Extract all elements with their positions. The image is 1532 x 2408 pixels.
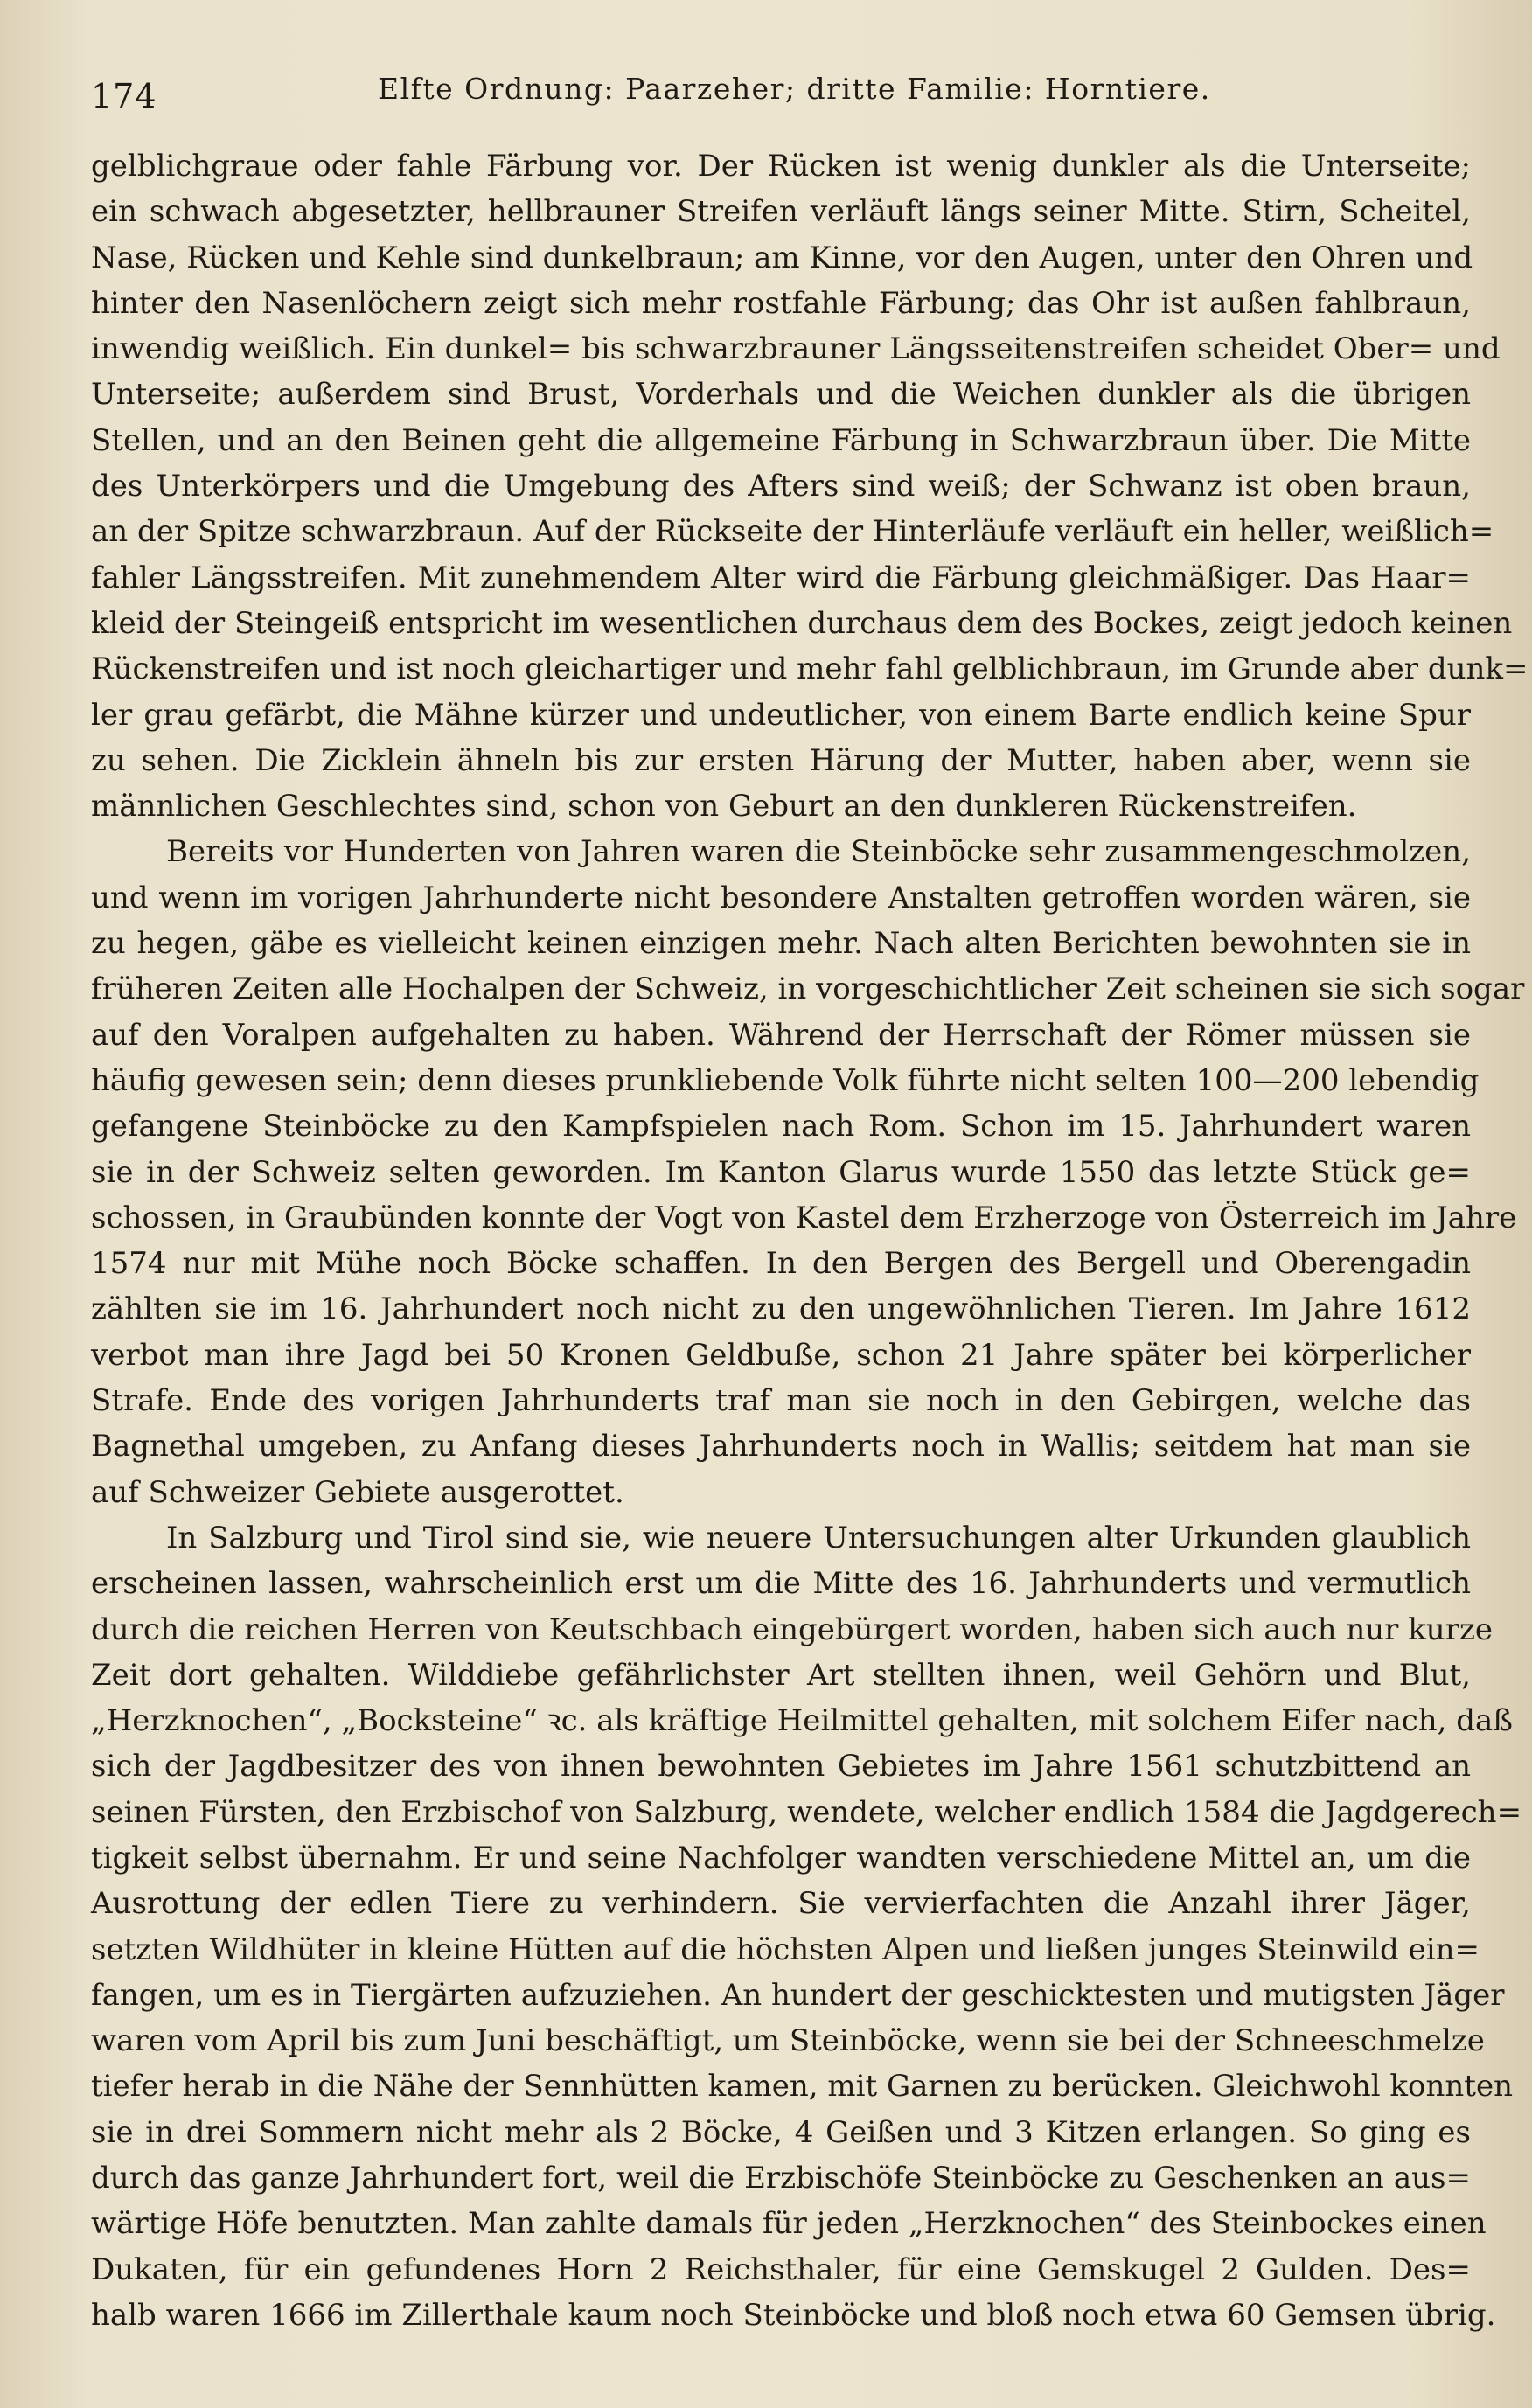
text-line: sich der Jagdbesitzer des von ihnen bewohnten Gebietes im Jahre 1561 schutzbittend an	[91, 1749, 1471, 1785]
text-line: sie in der Schweiz selten geworden. Im Kanton Glarus wurde 1550 das letzte Stück ge=	[91, 1154, 1471, 1190]
text-line: zählten sie im 16. Jahrhundert noch nicht zu den ungewöhnlichen Tieren. Im Jahre 1612	[91, 1291, 1471, 1327]
text-line: hinter den Nasenlöchern zeigt sich mehr rostfahle Färbung; das Ohr ist außen fahlbraun,	[91, 285, 1471, 321]
text-line: Bereits vor Hunderten von Jahren waren die Steinböcke sehr zusammengeschmolzen,	[166, 834, 1471, 870]
text-line: 1574 nur mit Mühe noch Böcke schaffen. In den Bergen des Bergell und Oberengadin	[91, 1246, 1471, 1282]
text-line: inwendig weißlich. Ein dunkel= bis schwarzbrauner Längsseitenstreifen scheidet Ober= und	[91, 331, 1501, 367]
text-line: Ausrottung der edlen Tiere zu verhindern. Sie vervierfachten die Anzahl ihrer Jäger,	[91, 1886, 1471, 1922]
text-line: des Unterkörpers und die Umgebung des Afters sind weiß; der Schwanz ist oben braun,	[91, 469, 1471, 505]
text-line: männlichen Geschlechtes sind, schon von Geburt an den dunkleren Rückenstreifen.	[91, 789, 1357, 825]
text-line: Bagnethal umgeben, zu Anfang dieses Jahrhunderts noch in Wallis; seitdem hat man sie	[91, 1429, 1471, 1465]
text-line: In Salzburg und Tirol sind sie, wie neuere Untersuchungen alter Urkunden glaublich	[166, 1520, 1471, 1555]
running-head: Elfte Ordnung: Paarzeher; dritte Familie: Horntiere.	[378, 72, 1211, 106]
text-line: durch die reichen Herren von Keutschbach eingebürgert worden, haben sich auch nur kurze	[91, 1611, 1493, 1647]
paragraph	[91, 829, 1525, 1514]
text-line: Strafe. Ende des vorigen Jahrhunderts traf man sie noch in den Gebirgen, welche das	[91, 1383, 1471, 1419]
text-line: fangen, um es in Tiergärten aufzuziehen. An hundert der geschicktesten und mutigsten Jäger	[91, 1977, 1505, 2013]
text-line: Unterseite; außerdem sind Brust, Vorderhals und die Weichen dunkler als die übrigen	[91, 377, 1471, 413]
text-line: Stellen, und an den Beinen geht die allgemeine Färbung in Schwarzbraun über. Die Mitte	[91, 422, 1471, 458]
text-line: wärtige Höfe benutzten. Man zahlte damals für jeden „Herzknochen“ des Steinbockes einen	[91, 2206, 1487, 2242]
text-line: halb waren 1666 im Zillerthale kaum noch Steinböcke und bloß noch etwa 60 Gemsen übrig.	[91, 2297, 1496, 2333]
text-line: ein schwach abgesetzter, hellbrauner Streifen verläuft längs seiner Mitte. Stirn, Scheitel,	[91, 194, 1471, 230]
text-line: schossen, in Graubünden konnte der Vogt von Kastel dem Erzherzoge von Österreich im Jahre	[91, 1200, 1517, 1235]
text-line: Zeit dort gehalten. Wilddiebe gefährlichster Art stellten ihnen, weil Gehörn und Blut,	[91, 1657, 1471, 1693]
text-line: sie in drei Sommern nicht mehr als 2 Böcke, 4 Geißen und 3 Kitzen erlangen. So ging es	[91, 2114, 1471, 2150]
text-line: an der Spitze schwarzbraun. Auf der Rückseite der Hinterläufe verläuft ein heller, weißlich=	[91, 514, 1494, 550]
text-line: zu hegen, gäbe es vielleicht keinen einzigen mehr. Nach alten Berichten bewohnten sie in	[91, 926, 1471, 962]
text-line: Rückenstreifen und ist noch gleichartiger und mehr fahl gelblichbraun, im Grunde aber dunk=	[91, 651, 1529, 687]
page-header	[91, 72, 1455, 124]
text-line: verbot man ihre Jagd bei 50 Kronen Geldbuße, schon 21 Jahre später bei körperlicher	[91, 1337, 1471, 1373]
paragraph	[91, 143, 1529, 829]
text-line: früheren Zeiten alle Hochalpen der Schweiz, in vorgeschichtlicher Zeit scheinen sie sich sogar	[91, 971, 1525, 1007]
text-line: tigkeit selbst übernahm. Er und seine Nachfolger wandten verschiedene Mittel an, um die	[91, 1840, 1471, 1876]
text-line: gefangene Steinböcke zu den Kampfspielen nach Rom. Schon im 15. Jahrhundert waren	[91, 1109, 1471, 1145]
text-line: ler grau gefärbt, die Mähne kürzer und undeutlicher, von einem Barte endlich keine Spur	[91, 697, 1471, 733]
text-line: kleid der Steingeiß entspricht im wesentlichen durchaus dem des Bockes, zeigt jedoch keinen	[91, 605, 1513, 641]
text-line: Nase, Rücken und Kehle sind dunkelbraun; am Kinne, vor den Augen, unter den Ohren und	[91, 240, 1473, 275]
text-line: Dukaten, für ein gefundenes Horn 2 Reichsthaler, für eine Gemskugel 2 Gulden. Des=	[91, 2251, 1471, 2287]
text-line: und wenn im vorigen Jahrhunderte nicht besondere Anstalten getroffen worden wären, sie	[91, 880, 1471, 915]
text-line: häufig gewesen sein; denn dieses prunkliebende Volk führte nicht selten 100—200 lebendig	[91, 1062, 1480, 1098]
text-line: durch das ganze Jahrhundert fort, weil die Erzbischöfe Steinböcke zu Geschenken an aus=	[91, 2161, 1471, 2196]
paragraph	[91, 1515, 1522, 2338]
text-line: tiefer herab in die Nähe der Sennhütten kamen, mit Garnen zu berücken. Gleichwohl konnten	[91, 2069, 1513, 2105]
text-line: waren vom April bis zum Juni beschäftigt, um Steinböcke, wenn sie bei der Schneeschmelze	[91, 2023, 1485, 2059]
text-line: setzten Wildhüter in kleine Hütten auf die höchsten Alpen und ließen junges Steinwild ein=	[91, 1931, 1480, 1967]
text-line: auf den Voralpen aufgehalten zu haben. Während der Herrschaft der Römer müssen sie	[91, 1017, 1471, 1053]
text-line: „Herzknochen“, „Bocksteine“ ꝛc. als kräftige Heilmittel gehalten, mit solchem Eifer nach, daß	[91, 1703, 1514, 1739]
text-line: fahler Längsstreifen. Mit zunehmendem Alter wird die Färbung gleichmäßiger. Das Haar=	[91, 560, 1471, 595]
text-line: zu sehen. Die Zicklein ähneln bis zur ersten Härung der Mutter, haben aber, wenn sie	[91, 742, 1471, 778]
text-line: erscheinen lassen, wahrscheinlich erst um die Mitte des 16. Jahrhunderts und vermutlich	[91, 1566, 1471, 1602]
page-number: 174	[91, 77, 157, 115]
text-line: auf Schweizer Gebiete ausgerottet.	[91, 1474, 624, 1510]
text-line: seinen Fürsten, den Erzbischof von Salzburg, wendete, welcher endlich 1584 die Jagdgerech=	[91, 1794, 1522, 1830]
body-text	[91, 143, 1529, 2338]
text-line: gelblichgraue oder fahle Färbung vor. Der Rücken ist wenig dunkler als die Unterseite;	[91, 149, 1471, 184]
